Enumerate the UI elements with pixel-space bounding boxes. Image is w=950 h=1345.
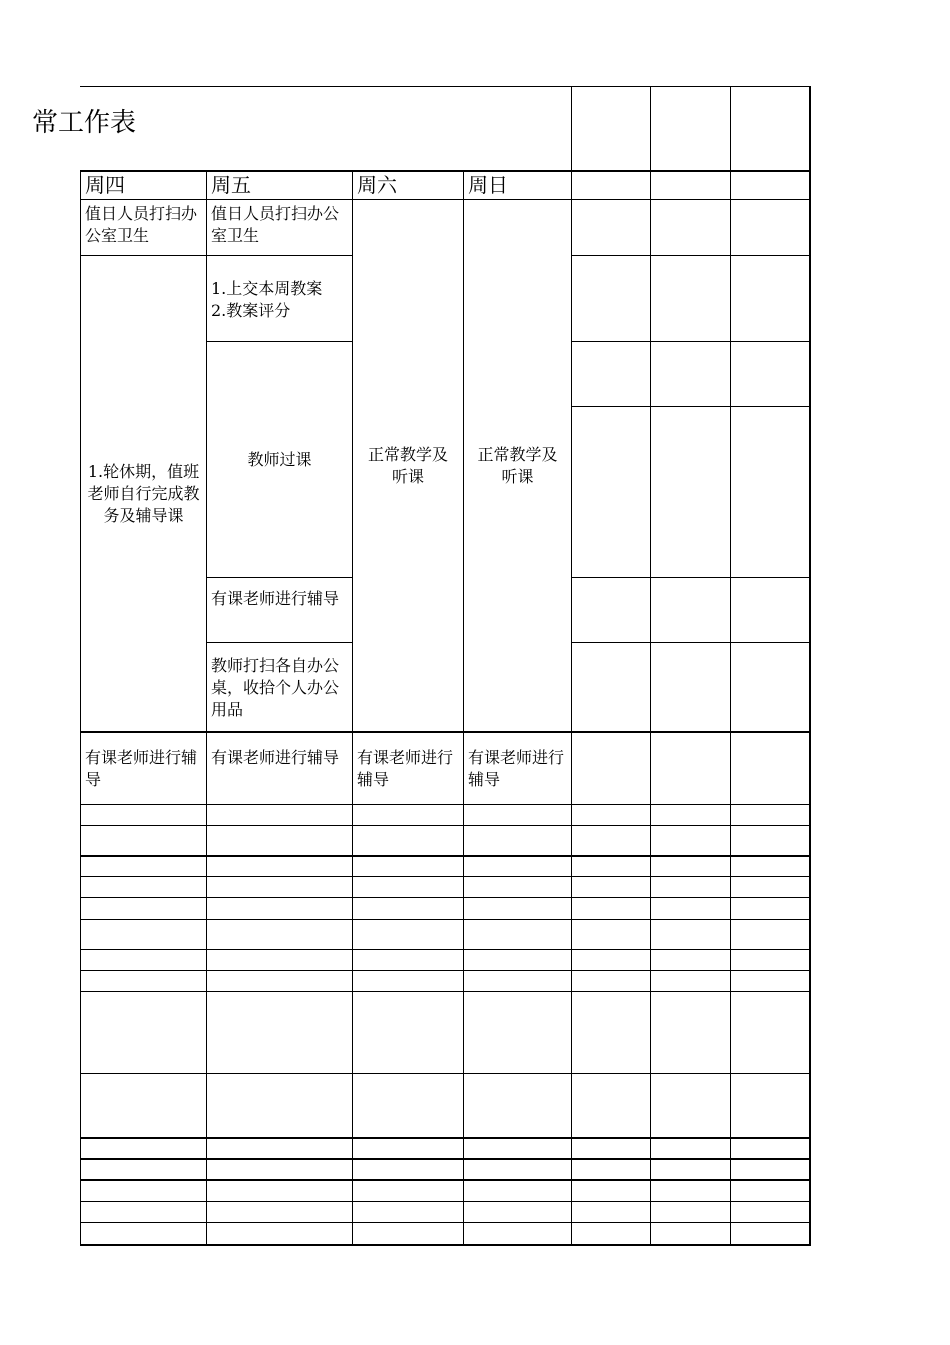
blank-cell[interactable] xyxy=(650,1180,731,1202)
blank-cell[interactable] xyxy=(650,1137,731,1159)
blank-cell[interactable] xyxy=(352,825,464,856)
cell-saturday-teaching[interactable]: 正常教学及听课 xyxy=(352,199,464,732)
cell-friday-observation[interactable]: 教师过课 xyxy=(206,341,353,578)
blank-cell[interactable] xyxy=(80,804,207,826)
blank-cell[interactable] xyxy=(730,876,810,898)
blank-cell[interactable] xyxy=(80,897,207,920)
blank-cell[interactable] xyxy=(80,825,207,856)
blank-cell[interactable] xyxy=(730,949,810,971)
blank-cell[interactable] xyxy=(352,1073,464,1138)
blank-cell[interactable] xyxy=(730,1201,810,1223)
blank-cell[interactable] xyxy=(206,825,353,856)
blank-cell[interactable] xyxy=(730,970,810,992)
blank-cell[interactable] xyxy=(730,199,810,256)
blank-cell[interactable] xyxy=(352,897,464,920)
blank-cell[interactable] xyxy=(206,991,353,1074)
blank-cell[interactable] xyxy=(730,577,810,643)
blank-cell[interactable] xyxy=(206,897,353,920)
blank-cell[interactable] xyxy=(352,1222,464,1245)
blank-cell[interactable] xyxy=(730,991,810,1074)
blank-cell[interactable] xyxy=(571,341,651,407)
blank-cell[interactable] xyxy=(730,341,810,407)
blank-cell[interactable] xyxy=(463,1201,572,1223)
blank-cell[interactable] xyxy=(206,1137,353,1159)
blank-cell[interactable] xyxy=(650,642,731,732)
blank-cell[interactable] xyxy=(463,991,572,1074)
cell-sunday-tutoring[interactable]: 有课老师进行辅导 xyxy=(463,731,572,805)
blank-cell[interactable] xyxy=(730,855,810,877)
blank-cell[interactable] xyxy=(650,1158,731,1180)
blank-cell[interactable] xyxy=(571,1222,651,1245)
blank-cell[interactable] xyxy=(352,855,464,877)
blank-cell[interactable] xyxy=(80,991,207,1074)
blank-cell[interactable] xyxy=(571,991,651,1074)
blank-cell[interactable] xyxy=(571,86,651,171)
header-thursday[interactable]: 周四 xyxy=(80,170,207,200)
blank-cell[interactable] xyxy=(650,255,731,342)
blank-cell[interactable] xyxy=(80,970,207,992)
blank-cell[interactable] xyxy=(463,919,572,950)
blank-cell[interactable] xyxy=(650,199,731,256)
blank-cell[interactable] xyxy=(352,949,464,971)
blank-cell[interactable] xyxy=(80,919,207,950)
blank-cell[interactable] xyxy=(650,170,731,200)
cell-friday-lesson-plan[interactable]: 1.上交本周教案 2.教案评分 xyxy=(206,255,353,342)
blank-cell[interactable] xyxy=(571,1073,651,1138)
blank-cell[interactable] xyxy=(463,1158,572,1180)
blank-cell[interactable] xyxy=(730,897,810,920)
blank-cell[interactable] xyxy=(80,1180,207,1202)
blank-cell[interactable] xyxy=(352,876,464,898)
blank-cell[interactable] xyxy=(463,897,572,920)
blank-cell[interactable] xyxy=(206,970,353,992)
blank-cell[interactable] xyxy=(80,949,207,971)
blank-cell[interactable] xyxy=(650,1222,731,1245)
blank-cell[interactable] xyxy=(571,1158,651,1180)
blank-cell[interactable] xyxy=(730,406,810,578)
blank-cell[interactable] xyxy=(463,1137,572,1159)
blank-cell[interactable] xyxy=(463,855,572,877)
blank-cell[interactable] xyxy=(730,1158,810,1180)
blank-cell[interactable] xyxy=(80,1222,207,1245)
blank-cell[interactable] xyxy=(650,341,731,407)
right-border xyxy=(809,86,811,1246)
blank-cell[interactable] xyxy=(352,804,464,826)
blank-cell[interactable] xyxy=(206,1222,353,1245)
blank-cell[interactable] xyxy=(206,1158,353,1180)
blank-cell[interactable] xyxy=(650,1073,731,1138)
cell-sunday-teaching[interactable]: 正常教学及听课 xyxy=(463,199,572,732)
cell-friday-tutoring[interactable]: 有课老师进行辅导 xyxy=(206,577,353,643)
blank-cell[interactable] xyxy=(80,1137,207,1159)
header-sunday[interactable]: 周日 xyxy=(463,170,572,200)
blank-cell[interactable] xyxy=(352,970,464,992)
sheet-title: 常工作表 xyxy=(32,108,137,138)
blank-cell[interactable] xyxy=(571,855,651,877)
blank-cell[interactable] xyxy=(463,804,572,826)
blank-cell[interactable] xyxy=(571,731,651,805)
blank-cell[interactable] xyxy=(571,1201,651,1223)
blank-cell[interactable] xyxy=(463,1222,572,1245)
blank-cell[interactable] xyxy=(650,804,731,826)
blank-cell[interactable] xyxy=(352,1201,464,1223)
blank-cell[interactable] xyxy=(206,919,353,950)
bottom-border xyxy=(80,1244,811,1246)
blank-cell[interactable] xyxy=(571,897,651,920)
blank-cell[interactable] xyxy=(650,919,731,950)
blank-cell[interactable] xyxy=(571,949,651,971)
blank-cell[interactable] xyxy=(80,1158,207,1180)
blank-cell[interactable] xyxy=(650,577,731,643)
blank-cell[interactable] xyxy=(352,1180,464,1202)
blank-cell[interactable] xyxy=(352,991,464,1074)
blank-cell[interactable] xyxy=(650,991,731,1074)
blank-cell[interactable] xyxy=(730,642,810,732)
blank-cell[interactable] xyxy=(730,1222,810,1245)
blank-cell[interactable] xyxy=(463,876,572,898)
blank-cell[interactable] xyxy=(206,1201,353,1223)
blank-cell[interactable] xyxy=(571,255,651,342)
cell-friday-tutoring-2[interactable]: 有课老师进行辅导 xyxy=(206,731,353,805)
blank-cell[interactable] xyxy=(206,1073,353,1138)
blank-cell[interactable] xyxy=(650,897,731,920)
blank-cell[interactable] xyxy=(463,949,572,971)
blank-cell[interactable] xyxy=(463,825,572,856)
blank-cell[interactable] xyxy=(730,1137,810,1159)
blank-cell[interactable] xyxy=(730,86,810,171)
blank-cell[interactable] xyxy=(730,1180,810,1202)
blank-cell[interactable] xyxy=(571,919,651,950)
blank-cell[interactable] xyxy=(730,255,810,342)
blank-cell[interactable] xyxy=(80,876,207,898)
blank-cell[interactable] xyxy=(352,919,464,950)
blank-cell[interactable] xyxy=(650,855,731,877)
blank-cell[interactable] xyxy=(80,1201,207,1223)
blank-cell[interactable] xyxy=(571,804,651,826)
cell-thursday-cleaning[interactable]: 值日人员打扫办公室卫生 xyxy=(80,199,207,256)
blank-cell[interactable] xyxy=(571,577,651,643)
blank-cell[interactable] xyxy=(571,876,651,898)
blank-cell[interactable] xyxy=(571,1180,651,1202)
cell-thursday-tutoring[interactable]: 有课老师进行辅导 xyxy=(80,731,207,805)
blank-cell[interactable] xyxy=(80,855,207,877)
blank-cell[interactable] xyxy=(463,1073,572,1138)
blank-cell[interactable] xyxy=(571,970,651,992)
blank-cell[interactable] xyxy=(730,170,810,200)
blank-cell[interactable] xyxy=(571,825,651,856)
blank-cell[interactable] xyxy=(80,1073,207,1138)
blank-cell[interactable] xyxy=(650,876,731,898)
blank-cell[interactable] xyxy=(730,825,810,856)
cell-thursday-rotation[interactable]: 1.轮休期，值班老师自行完成教务及辅导课 xyxy=(80,255,207,732)
cell-friday-desk-cleaning[interactable]: 教师打扫各自办公桌，收拾个人办公用品 xyxy=(206,642,353,732)
cell-saturday-tutoring[interactable]: 有课老师进行辅导 xyxy=(352,731,464,805)
header-friday[interactable]: 周五 xyxy=(206,170,353,200)
blank-cell[interactable] xyxy=(571,642,651,732)
blank-cell[interactable] xyxy=(571,199,651,256)
blank-cell[interactable] xyxy=(206,855,353,877)
blank-cell[interactable] xyxy=(571,170,651,200)
blank-cell[interactable] xyxy=(463,1180,572,1202)
blank-cell[interactable] xyxy=(352,1158,464,1180)
blank-cell[interactable] xyxy=(650,949,731,971)
blank-cell[interactable] xyxy=(650,731,731,805)
blank-cell[interactable] xyxy=(650,86,731,171)
blank-cell[interactable] xyxy=(650,1201,731,1223)
header-saturday[interactable]: 周六 xyxy=(352,170,464,200)
blank-cell[interactable] xyxy=(650,970,731,992)
blank-cell[interactable] xyxy=(650,406,731,578)
blank-cell[interactable] xyxy=(730,919,810,950)
blank-cell[interactable] xyxy=(206,876,353,898)
blank-cell[interactable] xyxy=(352,1137,464,1159)
blank-cell[interactable] xyxy=(463,970,572,992)
blank-cell[interactable] xyxy=(650,825,731,856)
blank-cell[interactable] xyxy=(571,1137,651,1159)
cell-friday-cleaning[interactable]: 值日人员打扫办公室卫生 xyxy=(206,199,353,256)
blank-cell[interactable] xyxy=(206,804,353,826)
blank-cell[interactable] xyxy=(730,804,810,826)
blank-cell[interactable] xyxy=(730,1073,810,1138)
blank-cell[interactable] xyxy=(206,949,353,971)
blank-cell[interactable] xyxy=(571,406,651,578)
blank-cell[interactable] xyxy=(730,731,810,805)
blank-cell[interactable] xyxy=(206,1180,353,1202)
